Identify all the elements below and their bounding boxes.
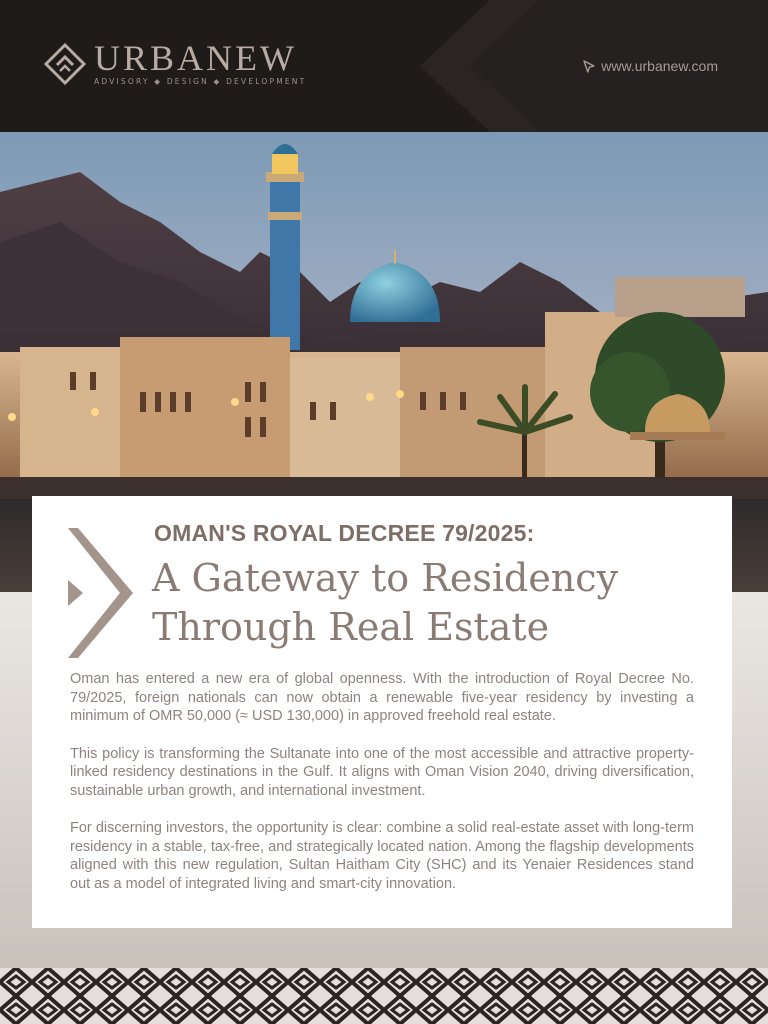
article-paragraph: This policy is transforming the Sultanate into one of the most accessible and attractive property-linked residency destinations in the Gulf. It aligns with Oman Vision 2040, driving diversification, sustainable urban growth, and international investment. (70, 745, 694, 799)
article-title (152, 554, 712, 652)
header-bar (0, 0, 768, 132)
article-kicker: OMAN'S ROYAL DECREE 79/2025: (154, 520, 535, 546)
footer-diamond-pattern (0, 968, 768, 1024)
article-body (70, 670, 694, 912)
article-paragraph: For discerning investors, the opportunity is clear: combine a solid real-estate asset with long-term residency in a stable, tax-free, and strategically located nation. Among the flagship developments aligned with this new regulation, Sultan Haitham City (SHC) and its Yenaier Residences stand out as a model of integrated living and smart-city innovation. (70, 820, 694, 892)
brand-tagline: ADVISORY ◆ DESIGN ◆ DEVELOPMENT (94, 77, 307, 86)
brand-logo[interactable] (44, 38, 307, 86)
chevron-arrow-icon (68, 528, 134, 658)
website-link[interactable] (583, 58, 718, 74)
article-title-line-2: Through Real Estate (152, 605, 550, 649)
article-title-line-1: A Gateway to Residency (152, 556, 619, 600)
brand-name: URBANEW (94, 38, 297, 78)
cursor-arrow-icon (583, 60, 595, 73)
article-card (32, 496, 732, 928)
diamond-chevron-logo-icon (44, 43, 86, 85)
article-paragraph: Oman has entered a new era of global openness. With the introduction of Royal Decree No. 79/2025, foreign nationals can now obtain a renewable five-year residency by investing a minimum of OMR 50,000 (≈ USD 130,000) in approved freehold real estate. (70, 671, 694, 724)
website-url: www.urbanew.com (601, 58, 718, 74)
